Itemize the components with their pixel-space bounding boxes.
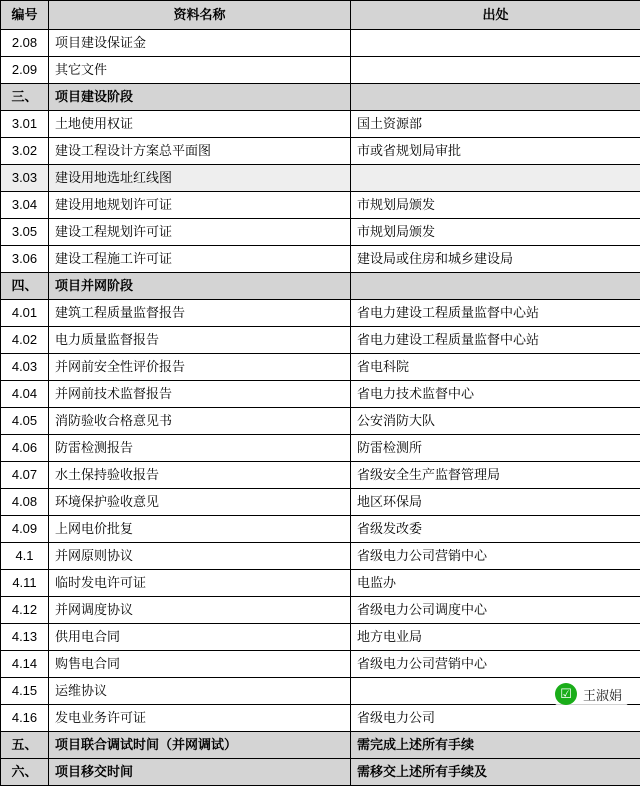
cell-source (351, 57, 640, 84)
cell-number: 4.14 (1, 651, 49, 678)
cell-number: 五、 (1, 732, 49, 759)
table-row (1, 354, 640, 381)
cell-number: 4.04 (1, 381, 49, 408)
cell-source: 省级安全生产监督管理局 (351, 462, 640, 489)
cell-number: 4.08 (1, 489, 49, 516)
table-row (1, 111, 640, 138)
cell-number: 3.05 (1, 219, 49, 246)
cell-source: 省级发改委 (351, 516, 640, 543)
cell-document-name: 环境保护验收意见 (49, 489, 351, 516)
table-row (1, 219, 640, 246)
cell-source: 需移交上述所有手续及 (351, 759, 640, 786)
cell-number: 4.16 (1, 705, 49, 732)
cell-source: 国土资源部 (351, 111, 640, 138)
cell-number: 4.11 (1, 570, 49, 597)
cell-document-name: 并网前技术监督报告 (49, 381, 351, 408)
cell-document-name: 临时发电许可证 (49, 570, 351, 597)
cell-document-name: 并网调度协议 (49, 597, 351, 624)
cell-document-name: 项目建设阶段 (49, 84, 351, 111)
table-row (1, 138, 640, 165)
cell-document-name: 其它文件 (49, 57, 351, 84)
cell-document-name: 水土保持验收报告 (49, 462, 351, 489)
table-row (1, 651, 640, 678)
cell-source: 市规划局颁发 (351, 192, 640, 219)
cell-source (351, 165, 640, 192)
cell-document-name: 上网电价批复 (49, 516, 351, 543)
cell-source: 省级电力公司调度中心 (351, 597, 640, 624)
cell-number: 4.06 (1, 435, 49, 462)
cell-document-name: 建设工程规划许可证 (49, 219, 351, 246)
table-row (1, 327, 640, 354)
watermark-name: 王淑娟 (583, 685, 622, 704)
table-body (1, 1, 640, 786)
cell-source: 需完成上述所有手续 (351, 732, 640, 759)
table-row (1, 516, 640, 543)
cell-source: 地方电业局 (351, 624, 640, 651)
cell-document-name: 并网前安全性评价报告 (49, 354, 351, 381)
table-row (1, 678, 640, 705)
cell-document-name: 防雷检测报告 (49, 435, 351, 462)
table-row (1, 57, 640, 84)
cell-number: 3.03 (1, 165, 49, 192)
cell-source (351, 30, 640, 57)
cell-document-name: 购售电合同 (49, 651, 351, 678)
cell-number: 3.06 (1, 246, 49, 273)
table-row (1, 597, 640, 624)
table-row (1, 624, 640, 651)
cell-document-name: 项目并网阶段 (49, 273, 351, 300)
column-header-source: 出处 (351, 1, 640, 30)
cell-document-name: 项目联合调试时间（并网调试） (49, 732, 351, 759)
cell-document-name: 项目移交时间 (49, 759, 351, 786)
cell-number: 三、 (1, 84, 49, 111)
watermark-badge (551, 680, 632, 708)
cell-document-name: 建筑工程质量监督报告 (49, 300, 351, 327)
table-row (1, 30, 640, 57)
cell-document-name: 消防验收合格意见书 (49, 408, 351, 435)
cell-document-name: 建设工程施工许可证 (49, 246, 351, 273)
cell-source: 省电力技术监督中心 (351, 381, 640, 408)
cell-document-name: 土地使用权证 (49, 111, 351, 138)
cell-document-name: 并网原则协议 (49, 543, 351, 570)
cell-number: 4.09 (1, 516, 49, 543)
table-row (1, 381, 640, 408)
table-header-row (1, 1, 640, 30)
cell-source: 建设局或住房和城乡建设局 (351, 246, 640, 273)
table-row (1, 192, 640, 219)
table-row (1, 705, 640, 732)
cell-source: 防雷检测所 (351, 435, 640, 462)
wechat-icon: ☑ (555, 683, 577, 705)
table-row (1, 543, 640, 570)
cell-number: 2.08 (1, 30, 49, 57)
cell-number: 4.07 (1, 462, 49, 489)
column-header-name: 资料名称 (49, 1, 351, 30)
cell-source: 电监办 (351, 570, 640, 597)
cell-source: 省级电力公司 (351, 705, 640, 732)
cell-source: 公安消防大队 (351, 408, 640, 435)
cell-source: 省级电力公司营销中心 (351, 651, 640, 678)
cell-source: 省电力建设工程质量监督中心站 (351, 300, 640, 327)
column-header-number: 编号 (1, 1, 49, 30)
cell-number: 4.15 (1, 678, 49, 705)
cell-document-name: 项目建设保证金 (49, 30, 351, 57)
table-row (1, 759, 640, 786)
cell-source: 市规划局颁发 (351, 219, 640, 246)
cell-source (351, 273, 640, 300)
table-row (1, 273, 640, 300)
cell-document-name: 建设用地选址红线图 (49, 165, 351, 192)
cell-number: 3.02 (1, 138, 49, 165)
cell-document-name: 建设用地规划许可证 (49, 192, 351, 219)
table-row (1, 570, 640, 597)
cell-number: 3.01 (1, 111, 49, 138)
table-row (1, 435, 640, 462)
cell-number: 4.12 (1, 597, 49, 624)
cell-number: 4.13 (1, 624, 49, 651)
table-row (1, 246, 640, 273)
cell-source: 市或省规划局审批 (351, 138, 640, 165)
table-row (1, 489, 640, 516)
cell-source (351, 84, 640, 111)
cell-number: 2.09 (1, 57, 49, 84)
table-row (1, 732, 640, 759)
cell-number: 3.04 (1, 192, 49, 219)
table-row (1, 165, 640, 192)
cell-number: 4.02 (1, 327, 49, 354)
cell-source: 省电力建设工程质量监督中心站 (351, 327, 640, 354)
cell-document-name: 建设工程设计方案总平面图 (49, 138, 351, 165)
table-row (1, 84, 640, 111)
table-row (1, 300, 640, 327)
cell-document-name: 电力质量监督报告 (49, 327, 351, 354)
cell-number: 4.03 (1, 354, 49, 381)
cell-number: 4.05 (1, 408, 49, 435)
cell-number: 4.01 (1, 300, 49, 327)
cell-number: 四、 (1, 273, 49, 300)
cell-document-name: 运维协议 (49, 678, 351, 705)
cell-source: 省电科院 (351, 354, 640, 381)
cell-number: 六、 (1, 759, 49, 786)
cell-number: 4.1 (1, 543, 49, 570)
table-row (1, 408, 640, 435)
cell-document-name: 发电业务许可证 (49, 705, 351, 732)
cell-document-name: 供用电合同 (49, 624, 351, 651)
cell-source: 省级电力公司营销中心 (351, 543, 640, 570)
table-row (1, 462, 640, 489)
cell-source: 地区环保局 (351, 489, 640, 516)
